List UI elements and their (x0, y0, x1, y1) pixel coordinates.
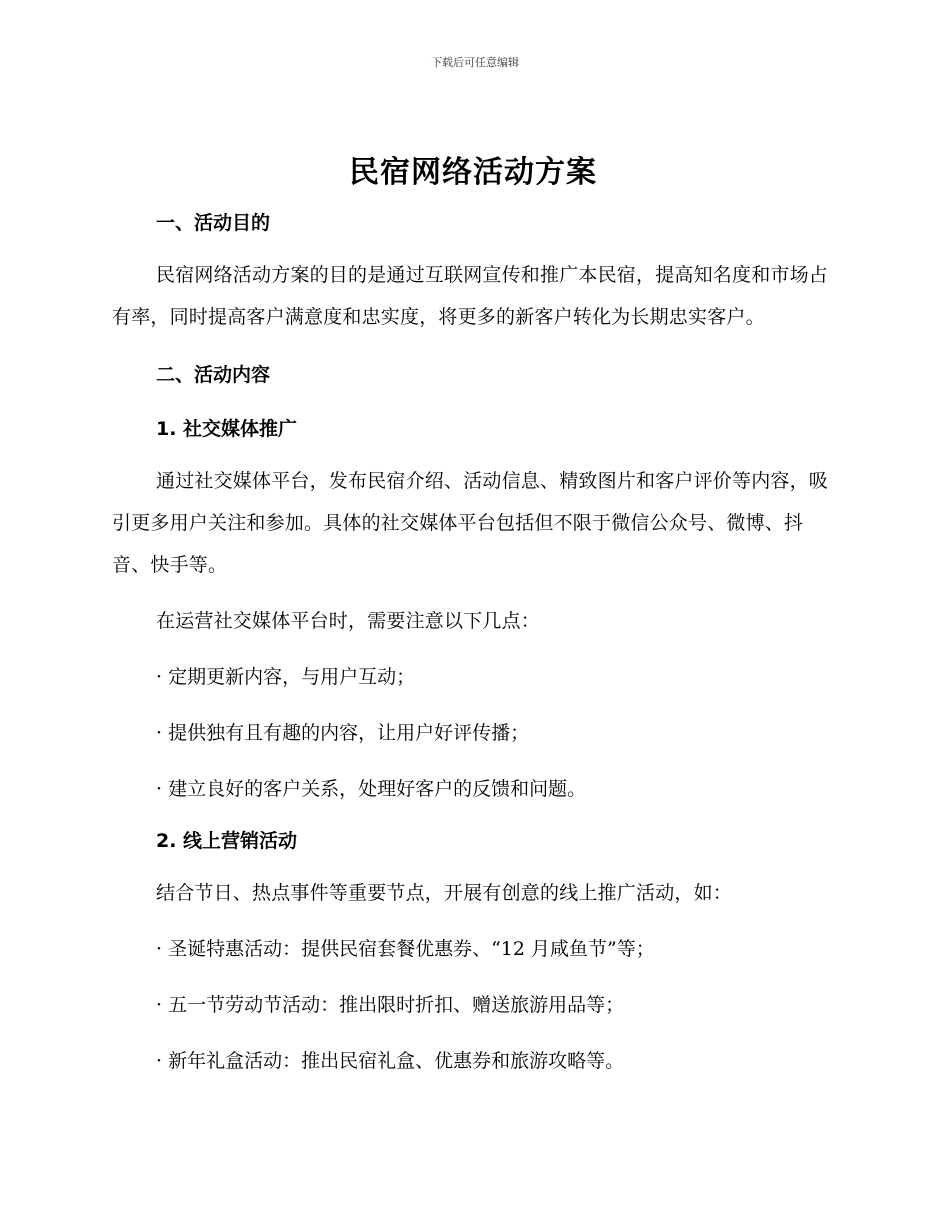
purpose-paragraph: 民宿网络活动方案的目的是通过互联网宣传和推广本民宿，提高知名度和市场占有率，同时提高客户满意度和忠实度，将更多的新客户转化为长期忠实客户。 (112, 264, 829, 328)
section-heading-content: 二、活动内容 (156, 364, 271, 386)
list-item: · 提供独有且有趣的内容，让用户好评传播； (156, 722, 530, 744)
list-item: · 建立良好的客户关系，处理好客户的反馈和问题。 (156, 778, 587, 800)
list-item: · 定期更新内容，与用户互动； (156, 666, 416, 688)
online-marketing-intro: 结合节日、热点事件等重要节点，开展有创意的线上推广活动，如： (156, 882, 733, 904)
subsection-heading-online-marketing: 2. 线上营销活动 (156, 830, 298, 852)
list-item: · 圣诞特惠活动：提供民宿套餐优惠券、“12 月咸鱼节”等； (156, 938, 655, 960)
document-body (112, 150, 834, 1082)
list-item: · 五一节劳动节活动：推出限时折扣、赠送旅游用品等； (156, 994, 625, 1016)
social-media-intro: 在运营社交媒体平台时，需要注意以下几点： (156, 610, 541, 632)
subsection-heading-social-media: 1. 社交媒体推广 (156, 418, 298, 440)
document-title: 民宿网络活动方案 (349, 155, 597, 190)
section-heading-purpose: 一、活动目的 (156, 212, 271, 234)
list-item: · 新年礼盒活动：推出民宿礼盒、优惠券和旅游攻略等。 (156, 1050, 625, 1072)
page-header-note: 下载后可任意编辑 (431, 56, 519, 69)
social-media-paragraph: 通过社交媒体平台，发布民宿介绍、活动信息、精致图片和客户评价等内容，吸引更多用户关注和参加。具体的社交媒体平台包括但不限于微信公众号、微博、抖音、快手等。 (112, 470, 829, 576)
